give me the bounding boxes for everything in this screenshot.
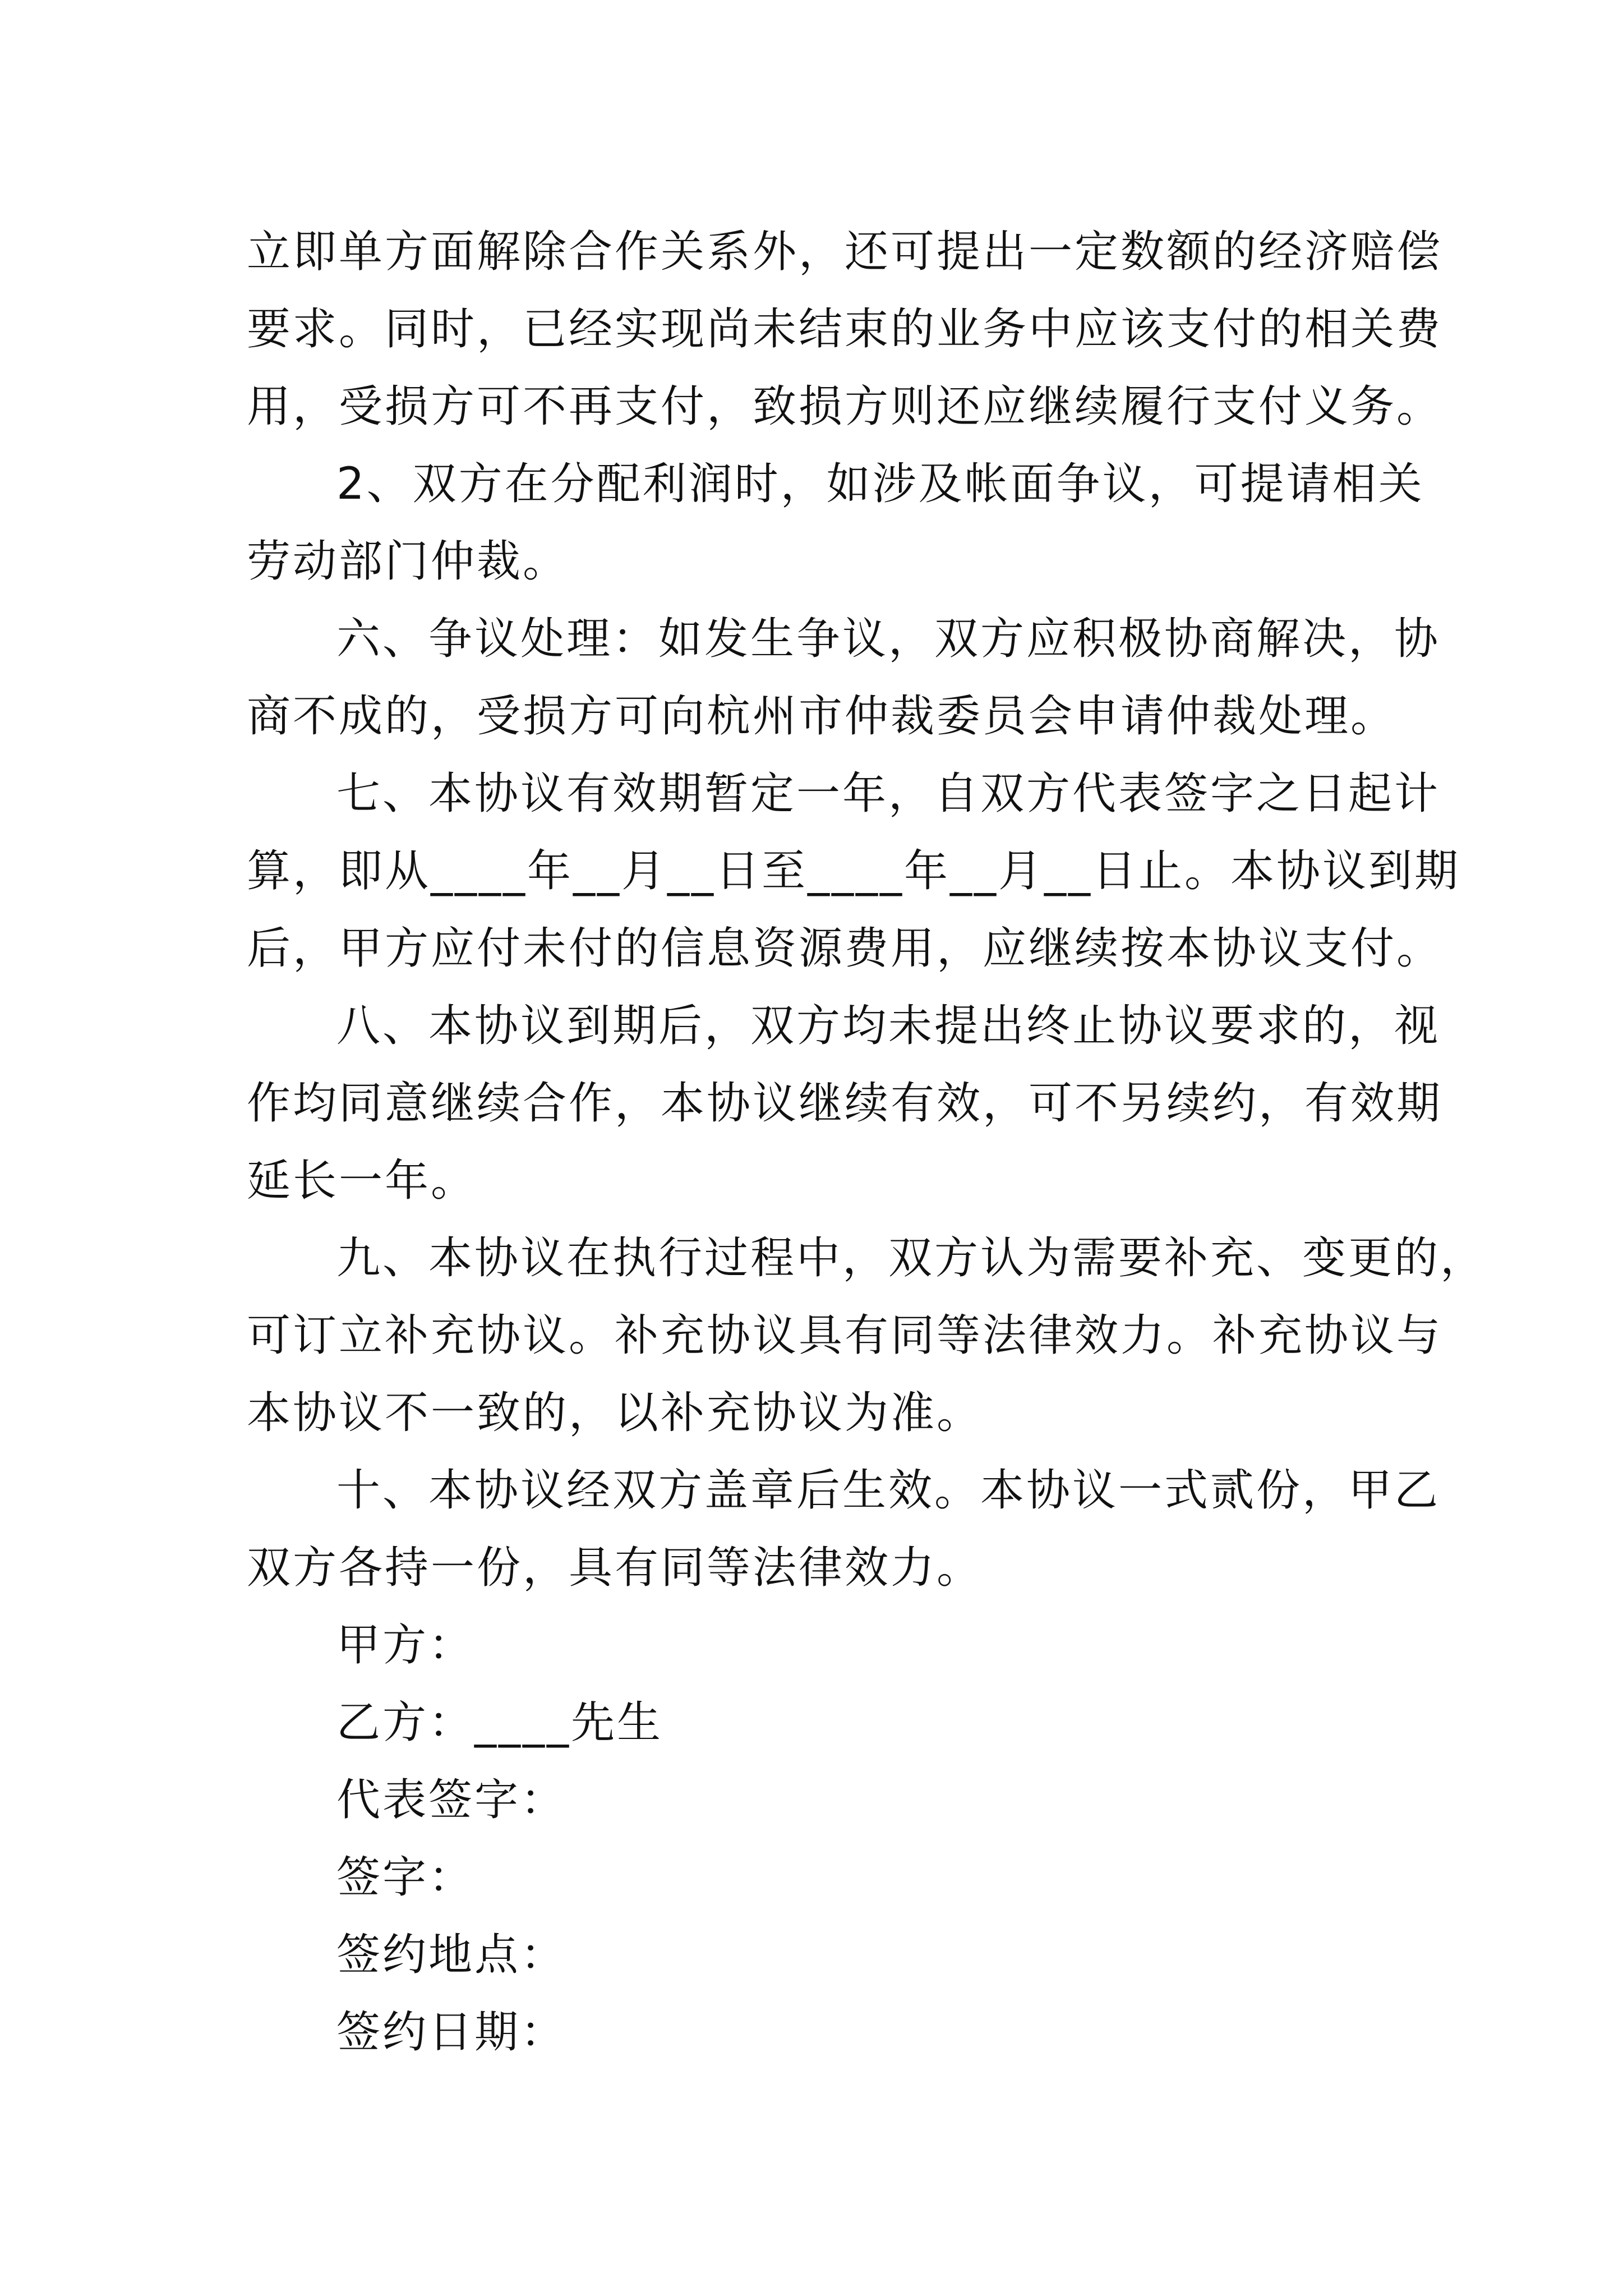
text-line: 2、双方在分配利润时，如涉及帐面争议，可提请相关	[336, 459, 1424, 509]
text-line: 商不成的，受损方可向杭州市仲裁委员会申请仲裁处理。	[247, 691, 1397, 742]
text-line: 立即单方面解除合作关系外，还可提出一定数额的经济赔偿	[247, 227, 1443, 277]
text-line: 用，受损方可不再支付，致损方则还应继续履行支付义务。	[247, 381, 1443, 432]
text-line: 本协议不一致的，以补充协议为准。	[247, 1388, 983, 1438]
signature-block	[247, 1607, 1391, 2071]
signing-date-label: 签约日期：	[336, 2007, 567, 2058]
text-line: 要求。同时，已经实现尚未结束的业务中应该支付的相关费	[247, 304, 1443, 355]
text-line: 可订立补充协议。补充协议具有同等法律效力。补充协议与	[247, 1310, 1443, 1361]
signature-label: 签字：	[336, 1852, 475, 1903]
text-line: 后，甲方应付未付的信息资源费用，应继续按本协议支付。	[247, 923, 1443, 974]
text-line: 九、本协议在执行过程中，双方认为需要补充、变更的，	[336, 1233, 1487, 1283]
paragraph-clause-6	[247, 600, 1441, 755]
text-line: 八、本协议到期后，双方均未提出终止协议要求的，视	[336, 1001, 1441, 1051]
text-line: 作均同意继续合作，本协议继续有效，可不另续约，有效期	[247, 1078, 1443, 1129]
paragraph-clause-10	[247, 1452, 1441, 1607]
rep-signature-label: 代表签字：	[336, 1775, 567, 1825]
party-b-label: 乙方：____先生	[336, 1697, 663, 1748]
paragraph-clause-9	[247, 1220, 1487, 1452]
paragraph-clause-7	[247, 755, 1461, 987]
paragraph-continuation	[247, 213, 1443, 445]
text-line: 劳动部门仲裁。	[247, 536, 569, 587]
text-line: 六、争议处理：如发生争议，双方应积极协商解决，协	[336, 614, 1441, 664]
paragraph-clause-8	[247, 987, 1443, 1220]
text-line: 十、本协议经双方盖章后生效。本协议一式贰份，甲乙	[336, 1465, 1441, 1516]
paragraph-clause-2	[247, 445, 1424, 600]
text-line: 双方各持一份，具有同等法律效力。	[247, 1543, 983, 1593]
document-page	[247, 213, 1487, 2071]
text-line: 七、本协议有效期暂定一年，自双方代表签字之日起计	[336, 769, 1441, 819]
text-line: 算，即从____年__月__日至____年__月__日止。本协议到期	[247, 846, 1461, 896]
signing-place-label: 签约地点：	[336, 1930, 567, 1980]
party-a-label: 甲方：	[336, 1620, 475, 1671]
text-line: 延长一年。	[247, 1156, 477, 1206]
